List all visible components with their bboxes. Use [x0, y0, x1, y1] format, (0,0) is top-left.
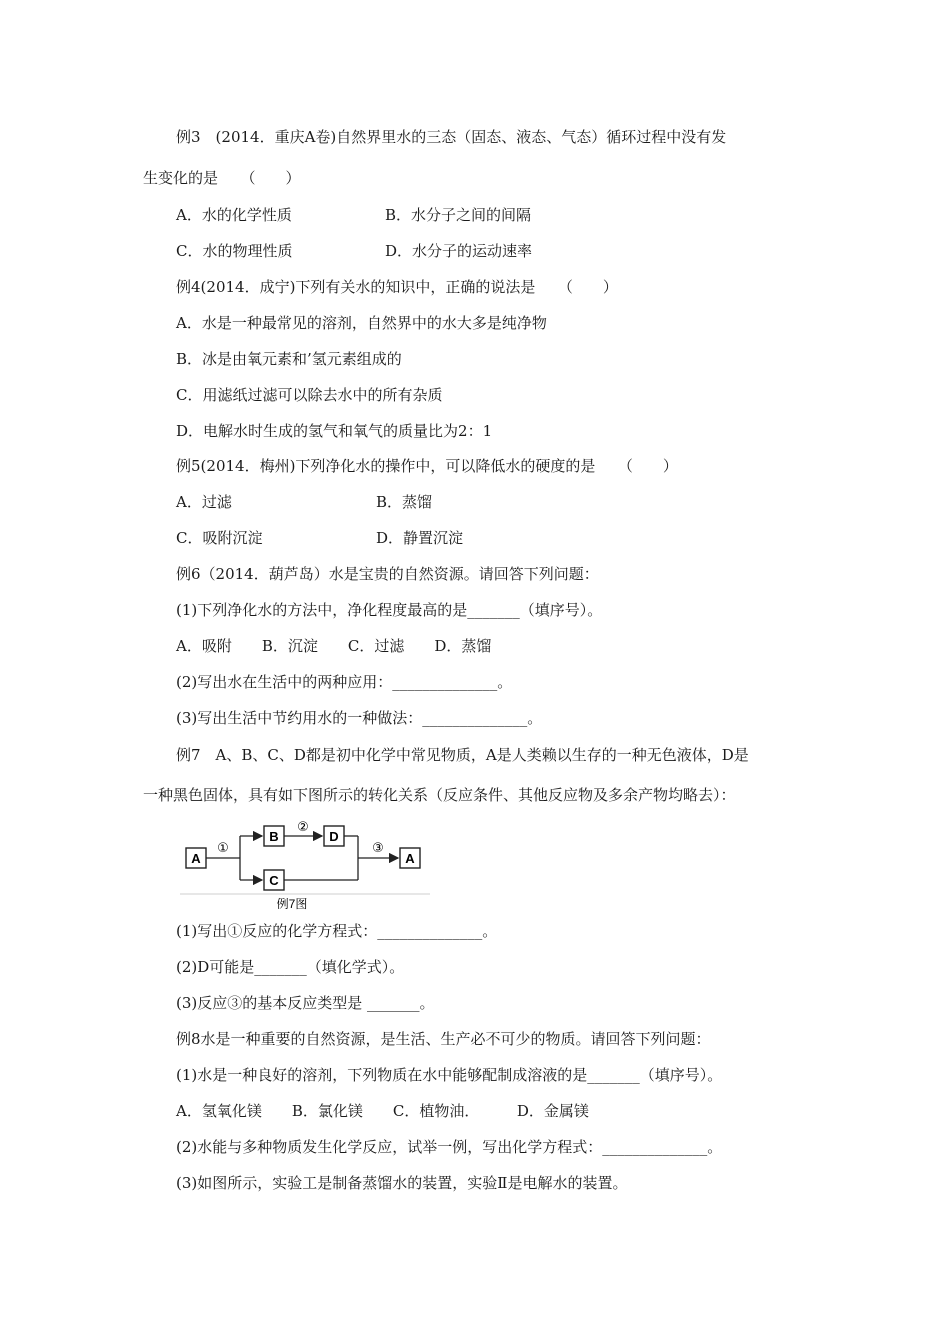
- diagram-node-b-label: B: [269, 829, 279, 844]
- ex5-stem: 例5(2014．梅州)下列净化水的操作中，可以降低水的硬度的是 （ ）: [176, 457, 678, 475]
- ex8-question-1: (1)水是一种良好的溶剂，下列物质在水中能够配制成溶液的是_______（填序号）。: [176, 1066, 723, 1084]
- ex4-stem: 例4(2014．成宁)下列有关水的知识中，正确的说法是 （ ）: [176, 278, 618, 296]
- diagram-node-d-label: D: [329, 829, 339, 844]
- ex4-option-a: A．水是一种最常见的溶剂，自然界中的水大多是纯净物: [176, 314, 547, 332]
- ex4-option-d: D．电解水时生成的氢气和氧气的质量比为2：1: [176, 422, 493, 440]
- ex6-question-1-options: A．吸附 B．沉淀 C．过滤 D．蒸馏: [176, 637, 492, 655]
- ex7-question-1: (1)写出①反应的化学方程式：______________。: [176, 922, 498, 940]
- ex4-option-c: C．用滤纸过滤可以除去水中的所有杂质: [176, 386, 443, 404]
- diagram-node-c-label: C: [269, 873, 279, 888]
- ex5-option-c: C．吸附沉淀: [176, 529, 263, 547]
- ex8-question-3: (3)如图所示，实验工是制备蒸馏水的装置，实验Ⅱ是电解水的装置。: [176, 1174, 628, 1192]
- ex6-question-1: (1)下列净化水的方法中，净化程度最高的是_______（填序号）。: [176, 601, 603, 619]
- ex3-option-b: B．水分子之间的间隔: [385, 206, 532, 224]
- ex5-option-d: D．静置沉淀: [376, 529, 464, 547]
- ex6-question-2: (2)写出水在生活中的两种应用：______________。: [176, 673, 513, 691]
- ex5-option-b: B．蒸馏: [376, 493, 433, 511]
- ex5-option-a: A．过滤: [176, 493, 232, 511]
- ex3-stem-line2: 生变化的是 （ ）: [143, 169, 301, 187]
- ex8-question-1-options: A．氢氧化镁 B．氯化镁 C．植物油． D．金属镁: [176, 1102, 589, 1120]
- diagram-node-a-label: A: [191, 851, 201, 866]
- ex6-stem: 例6（2014．葫芦岛）水是宝贵的自然资源。请回答下列问题：: [176, 565, 599, 583]
- diagram-step-1-label: ①: [217, 840, 229, 855]
- ex7-question-2: (2)D可能是_______（填化学式）。: [176, 958, 405, 976]
- ex4-option-b: B．冰是由氧元素和’氢元素组成的: [176, 350, 402, 368]
- diagram-node-a-final-label: A: [405, 851, 415, 866]
- diagram-caption: 例7图: [276, 897, 308, 911]
- ex3-stem-line1: 例3 (2014．重庆A卷)自然界里水的三态（固态、液态、气态）循环过程中没有发: [176, 128, 727, 146]
- ex3-option-a: A．水的化学性质: [176, 206, 292, 224]
- diagram-step-3-label: ③: [372, 840, 384, 855]
- ex7-flow-diagram: [180, 818, 440, 914]
- diagram-step-2-label: ②: [297, 819, 309, 834]
- ex3-option-d: D．水分子的运动速率: [385, 242, 533, 260]
- ex7-question-3: (3)反应③的基本反应类型是 _______。: [176, 994, 435, 1012]
- ex6-question-3: (3)写出生活中节约用水的一种做法：______________。: [176, 709, 543, 727]
- ex7-stem-line1: 例7 A、B、C、D都是初中化学中常见物质，A是人类赖以生存的一种无色液体，D是: [176, 746, 749, 764]
- ex8-stem: 例8水是一种重要的自然资源，是生活、生产必不可少的物质。请回答下列问题：: [176, 1030, 711, 1048]
- ex7-stem-line2: 一种黑色固体，具有如下图所示的转化关系（反应条件、其他反应物及多余产物均略去）：: [143, 786, 736, 804]
- ex3-option-c: C．水的物理性质: [176, 242, 293, 260]
- ex8-question-2: (2)水能与多种物质发生化学反应，试举一例，写出化学方程式：______________。: [176, 1138, 723, 1156]
